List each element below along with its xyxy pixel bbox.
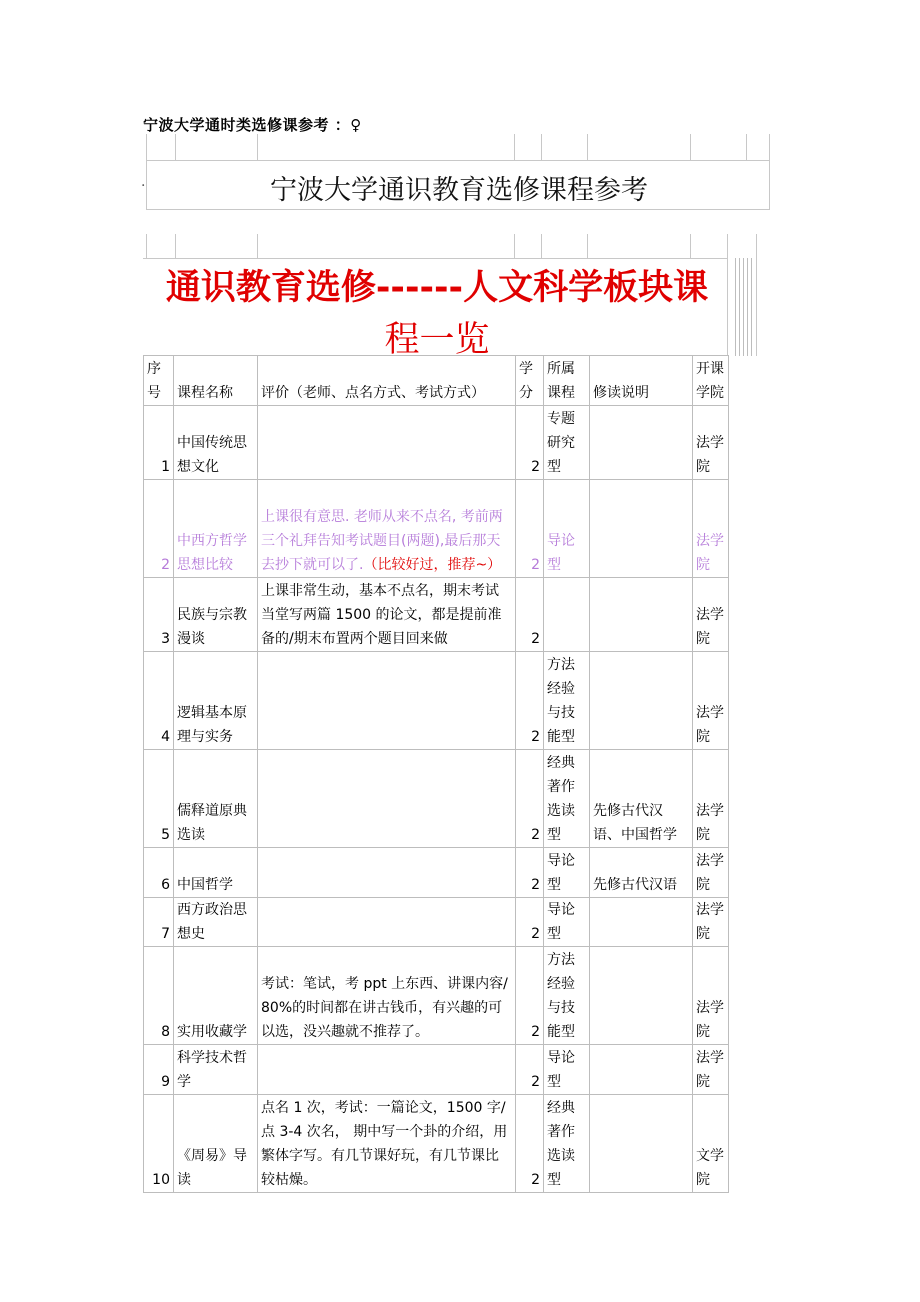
table-row: [144, 1095, 729, 1193]
cell-note: [590, 898, 693, 947]
cell-credit: 2: [516, 652, 544, 750]
cell-no: 10: [144, 1095, 174, 1193]
table-row: [144, 578, 729, 652]
cell-type: 导论型: [544, 1045, 590, 1095]
cell-credit: 2: [516, 1045, 544, 1095]
header-credit: 学分: [516, 356, 544, 406]
cell-review: [258, 750, 516, 848]
cell-no: 7: [144, 898, 174, 947]
cell-review: [258, 652, 516, 750]
cell-type: 导论型: [544, 480, 590, 578]
cell-credit: 2: [516, 578, 544, 652]
table-row: [144, 947, 729, 1045]
table-row: [144, 406, 729, 480]
cell-no: 6: [144, 848, 174, 898]
grid-line: [756, 234, 757, 356]
cell-type: 经典著作选读型: [544, 750, 590, 848]
banner-line-2: 程一览: [384, 320, 490, 360]
cell-review: 点名 1 次，考试：一篇论文，1500 字/点 3-4 次名， 期中写一个卦的介绍，用繁体字写。有几节课好玩，有几节课比较枯燥。: [258, 1095, 516, 1193]
cell-type: 经典著作选读型: [544, 1095, 590, 1193]
cell-name: 西方政治思想史: [174, 898, 258, 947]
cell-credit: 2: [516, 406, 544, 480]
header-name: 课程名称: [174, 356, 258, 406]
cell-no: 2: [144, 480, 174, 578]
cell-no: 5: [144, 750, 174, 848]
cell-type: 方法经验与技能型: [544, 652, 590, 750]
bullet-marker: ·: [141, 178, 146, 194]
cell-name: 逻辑基本原理与实务: [174, 652, 258, 750]
review-text: 上课很有意思. 老师从来不点名, 考前两三个礼拜告知考试题目(两题),最后那天去抄下就可以了.: [261, 509, 503, 573]
cell-name: 民族与宗教漫谈: [174, 578, 258, 652]
cell-credit: 2: [516, 480, 544, 578]
grid-line: [587, 234, 588, 258]
review-recommend: （比较好过，推荐~）: [363, 557, 502, 573]
cell-credit: 2: [516, 947, 544, 1045]
cell-no: 9: [144, 1045, 174, 1095]
grid-line: [541, 234, 542, 258]
header-review: 评价（老师、点名方式、考试方式）: [258, 356, 516, 406]
grid-line: [257, 234, 258, 258]
hatch-bar: [735, 258, 755, 356]
table-row: [144, 848, 729, 898]
table-row: [144, 1045, 729, 1095]
table-row: [144, 750, 729, 848]
cell-name: 《周易》导读: [174, 1095, 258, 1193]
grid-line: [690, 234, 691, 258]
cell-note: [590, 406, 693, 480]
grid-line: [587, 134, 588, 160]
cell-note: [590, 578, 693, 652]
cell-name: 中国哲学: [174, 848, 258, 898]
cell-name: 中国传统思想文化: [174, 406, 258, 480]
cell-review: [258, 1045, 516, 1095]
header-college: 开课学院: [693, 356, 729, 406]
cell-type: 方法经验与技能型: [544, 947, 590, 1045]
cell-no: 3: [144, 578, 174, 652]
cell-college: 法学院: [693, 480, 729, 578]
cell-credit: 2: [516, 750, 544, 848]
grid-line: [146, 160, 770, 161]
cell-review: [258, 898, 516, 947]
cell-review: 考试：笔试，考 ppt 上东西、讲课内容/80%的时间都在讲古钱币，有兴趣的可以选，没兴趣就不推荐了。: [258, 947, 516, 1045]
grid-line: [727, 234, 728, 356]
cell-note: [590, 652, 693, 750]
cell-name: 中西方哲学思想比较: [174, 480, 258, 578]
section-banner: [148, 262, 726, 366]
cell-review: 上课非常生动，基本不点名，期末考试当堂写两篇 1500 的论文，都是提前准备的/期末布置两个题目回来做: [258, 578, 516, 652]
grid-line: [746, 134, 747, 160]
cell-college: 文学院: [693, 1095, 729, 1193]
cell-college: 法学院: [693, 652, 729, 750]
cell-no: 1: [144, 406, 174, 480]
course-table: [143, 355, 729, 1193]
cell-note: [590, 1045, 693, 1095]
cell-college: 法学院: [693, 947, 729, 1045]
banner-line-1: 通识教育选修------人文科学板块课: [165, 268, 709, 308]
grid-line: [146, 209, 770, 210]
cell-no: 4: [144, 652, 174, 750]
cell-college: 法学院: [693, 406, 729, 480]
cell-credit: 2: [516, 848, 544, 898]
table-row: [144, 898, 729, 947]
grid-line: [257, 134, 258, 160]
header-note: 修读说明: [590, 356, 693, 406]
cell-note: [590, 1095, 693, 1193]
cell-type: 专题研究型: [544, 406, 590, 480]
grid-line: [175, 134, 176, 160]
cell-type: 导论型: [544, 898, 590, 947]
cell-type: 导论型: [544, 848, 590, 898]
table-header-row: [144, 356, 729, 406]
cell-note: 先修古代汉语、中国哲学: [590, 750, 693, 848]
cell-type: [544, 578, 590, 652]
grid-line: [541, 134, 542, 160]
page-heading: 宁波大学通时类选修课参考 ：♀: [143, 116, 362, 134]
cell-note: 先修古代汉语: [590, 848, 693, 898]
cell-name: 儒释道原典选读: [174, 750, 258, 848]
cell-college: 法学院: [693, 1045, 729, 1095]
header-no: 序号: [144, 356, 174, 406]
cell-college: 法学院: [693, 578, 729, 652]
subtitle: 宁波大学通识教育选修课程参考: [270, 175, 648, 206]
grid-line: [146, 134, 147, 210]
cell-credit: 2: [516, 898, 544, 947]
cell-review: [258, 480, 516, 578]
cell-college: 法学院: [693, 750, 729, 848]
cell-credit: 2: [516, 1095, 544, 1193]
grid-line: [690, 134, 691, 160]
cell-college: 法学院: [693, 898, 729, 947]
cell-review: [258, 848, 516, 898]
header-type: 所属课程: [544, 356, 590, 406]
grid-line: [143, 258, 728, 259]
cell-note: [590, 480, 693, 578]
grid-line: [514, 234, 515, 258]
cell-no: 8: [144, 947, 174, 1045]
cell-college: 法学院: [693, 848, 729, 898]
cell-note: [590, 947, 693, 1045]
grid-line: [175, 234, 176, 258]
grid-line: [146, 234, 147, 258]
cell-review: [258, 406, 516, 480]
cell-name: 科学技术哲学: [174, 1045, 258, 1095]
table-row: [144, 652, 729, 750]
grid-line: [514, 134, 515, 160]
cell-name: 实用收藏学: [174, 947, 258, 1045]
table-row: [144, 480, 729, 578]
